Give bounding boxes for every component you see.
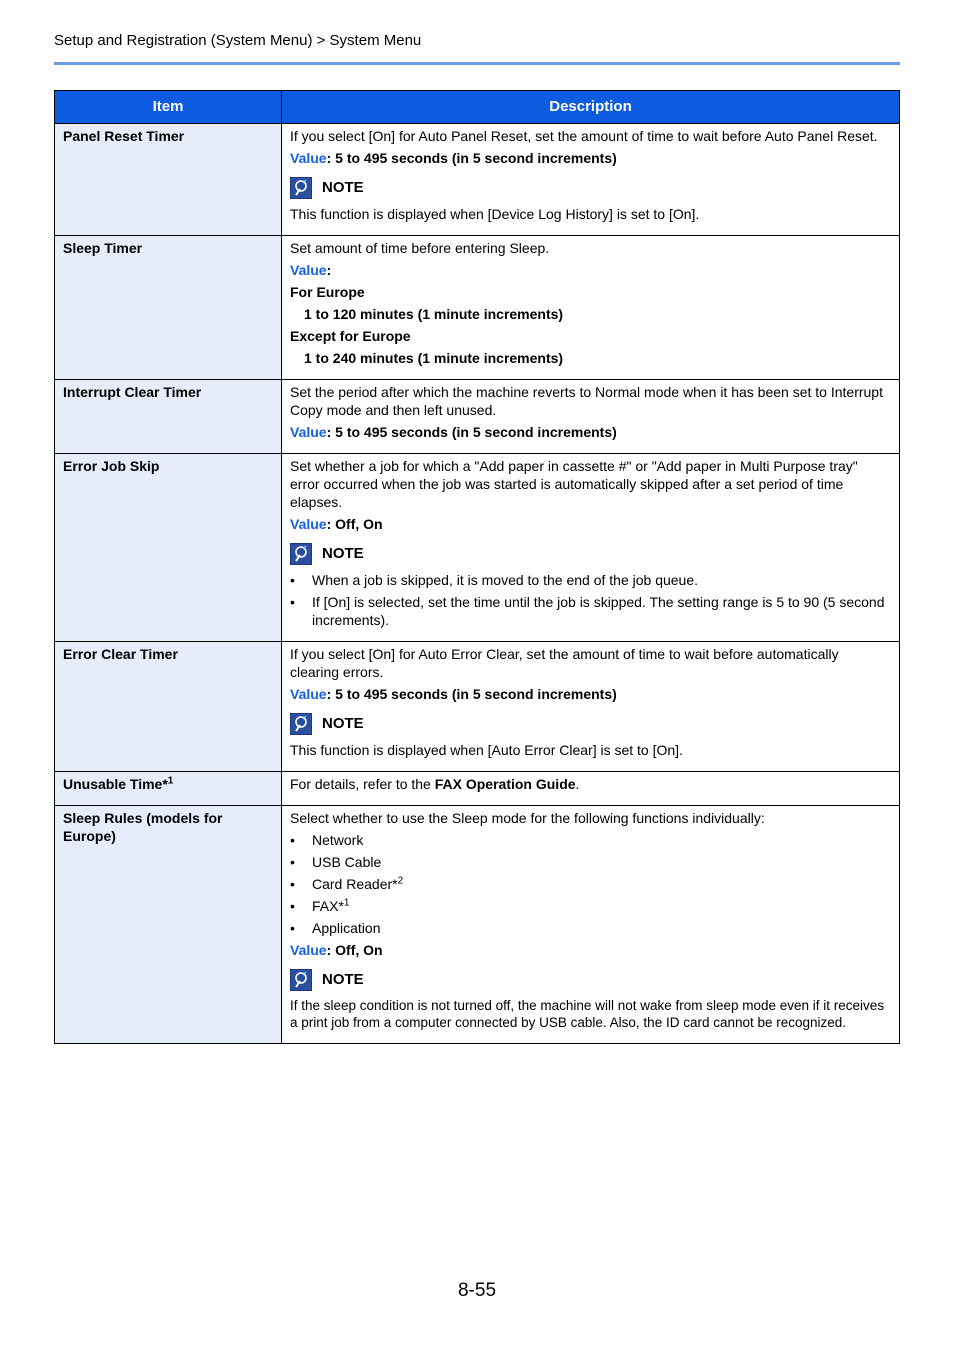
note-heading — [290, 177, 891, 199]
value-text: : 5 to 495 seconds (in 5 second increments) — [326, 686, 617, 702]
item-description — [282, 124, 900, 236]
footnote-marker: 1 — [167, 775, 174, 787]
note-icon — [290, 543, 312, 565]
table-row-interrupt-clear-timer — [55, 380, 900, 454]
function-label: Card Reader* — [312, 876, 398, 892]
function-label: Application — [312, 920, 381, 936]
note-icon — [290, 713, 312, 735]
item-name: Error Job Skip — [55, 454, 282, 642]
note-heading — [290, 713, 891, 735]
value-text: : — [326, 262, 332, 278]
item-name: Interrupt Clear Timer — [55, 380, 282, 454]
item-name: Sleep Timer — [55, 236, 282, 380]
value-label: Value — [290, 942, 327, 958]
description-text: Set amount of time before entering Sleep. — [290, 240, 550, 256]
value-text: : 5 to 495 seconds (in 5 second increments) — [326, 424, 617, 440]
value-line — [290, 261, 891, 279]
column-header-item: Item — [55, 91, 282, 124]
table-row-error-clear-timer — [55, 642, 900, 772]
function-label: Network — [312, 832, 364, 848]
description-text: Select whether to use the Sleep mode for the following functions individually: — [290, 810, 765, 826]
footnote-marker: 1 — [343, 897, 350, 909]
note-icon — [290, 177, 312, 199]
note-label: NOTE — [322, 715, 364, 732]
item-description — [282, 454, 900, 642]
list-item — [290, 897, 891, 915]
list-item — [290, 919, 891, 937]
region-except-europe-value: 1 to 240 minutes (1 minute increments) — [304, 350, 564, 366]
description-text: Set the period after which the machine reverts to Normal mode when it has been set to Interrupt Copy mode and then left unused. — [290, 384, 883, 418]
list-item: • When a job is skipped, it is moved to the end of the job queue. — [290, 571, 891, 589]
value-line — [290, 941, 891, 959]
description-prefix: For details, refer to the — [290, 776, 435, 792]
value-label: Value — [290, 516, 327, 532]
item-name-text: Unusable Time* — [63, 776, 168, 792]
description-text: If you select [On] for Auto Error Clear, set the amount of time to wait before automatically clearing errors. — [290, 646, 839, 680]
footnote-marker: 2 — [397, 875, 404, 887]
note-list — [290, 571, 891, 629]
note-text: This function is displayed when [Auto Error Clear] is set to [On]. — [290, 742, 683, 758]
settings-table — [54, 90, 900, 1044]
item-description — [282, 642, 900, 772]
list-item — [290, 831, 891, 849]
description-text — [290, 775, 891, 793]
function-label: USB Cable — [312, 854, 382, 870]
page-number: 8-55 — [457, 1280, 497, 1301]
note-text: If the sleep condition is not turned off, the machine will not wake from sleep mode even if it receives a print job from a computer connected by USB cable. Also, the ID card cannot be recognized. — [290, 998, 885, 1030]
note-text: This function is displayed when [Device Log History] is set to [On]. — [290, 206, 700, 222]
list-item: • If [On] is selected, set the time until the job is skipped. The setting range is 5 to 90 (5 second increments). — [290, 593, 891, 629]
table-row-sleep-timer — [55, 236, 900, 380]
note-heading — [290, 969, 891, 991]
value-label: Value — [290, 686, 327, 702]
table-row-panel-reset-timer — [55, 124, 900, 236]
header-divider — [54, 62, 900, 65]
item-description — [282, 236, 900, 380]
value-text: : Off, On — [326, 516, 383, 532]
item-description — [282, 772, 900, 806]
item-name: Error Clear Timer — [55, 642, 282, 772]
function-list — [290, 831, 891, 937]
item-description — [282, 380, 900, 454]
region-europe-value: 1 to 120 minutes (1 minute increments) — [304, 306, 564, 322]
region-except-europe: Except for Europe — [290, 328, 411, 344]
value-label: Value — [290, 424, 327, 440]
list-item — [290, 875, 891, 893]
value-line — [290, 149, 891, 167]
value-text: : Off, On — [326, 942, 383, 958]
table-header-row — [55, 91, 900, 124]
breadcrumb: Setup and Registration (System Menu) > System Menu — [54, 32, 422, 49]
note-icon — [290, 969, 312, 991]
function-label: FAX* — [312, 898, 344, 914]
list-item — [290, 853, 891, 871]
value-label: Value — [290, 150, 327, 166]
description-text: Set whether a job for which a "Add paper in cassette #" or "Add paper in Multi Purpose tray" error occurred when the job was started is automatically skipped after a set period of time elapses. — [290, 458, 858, 510]
item-name: Panel Reset Timer — [55, 124, 282, 236]
item-name — [55, 772, 282, 806]
note-heading — [290, 543, 891, 565]
table-row-error-job-skip — [55, 454, 900, 642]
value-line — [290, 515, 891, 533]
item-name: Sleep Rules (models for Europe) — [55, 806, 282, 1044]
table-row-sleep-rules — [55, 806, 900, 1044]
value-line — [290, 685, 891, 703]
item-description — [282, 806, 900, 1044]
fax-guide-reference: FAX Operation Guide — [434, 776, 576, 792]
note-label: NOTE — [322, 545, 364, 562]
table-row-unusable-time — [55, 772, 900, 806]
column-header-description: Description — [282, 91, 900, 124]
value-line — [290, 423, 891, 441]
value-text: : 5 to 495 seconds (in 5 second increments) — [326, 150, 617, 166]
note-label: NOTE — [322, 179, 364, 196]
value-label: Value — [290, 262, 327, 278]
description-text: If you select [On] for Auto Panel Reset, set the amount of time to wait before Auto Panel Reset. — [290, 128, 878, 144]
description-suffix: . — [575, 776, 580, 792]
note-label: NOTE — [322, 971, 364, 988]
region-europe: For Europe — [290, 284, 365, 300]
